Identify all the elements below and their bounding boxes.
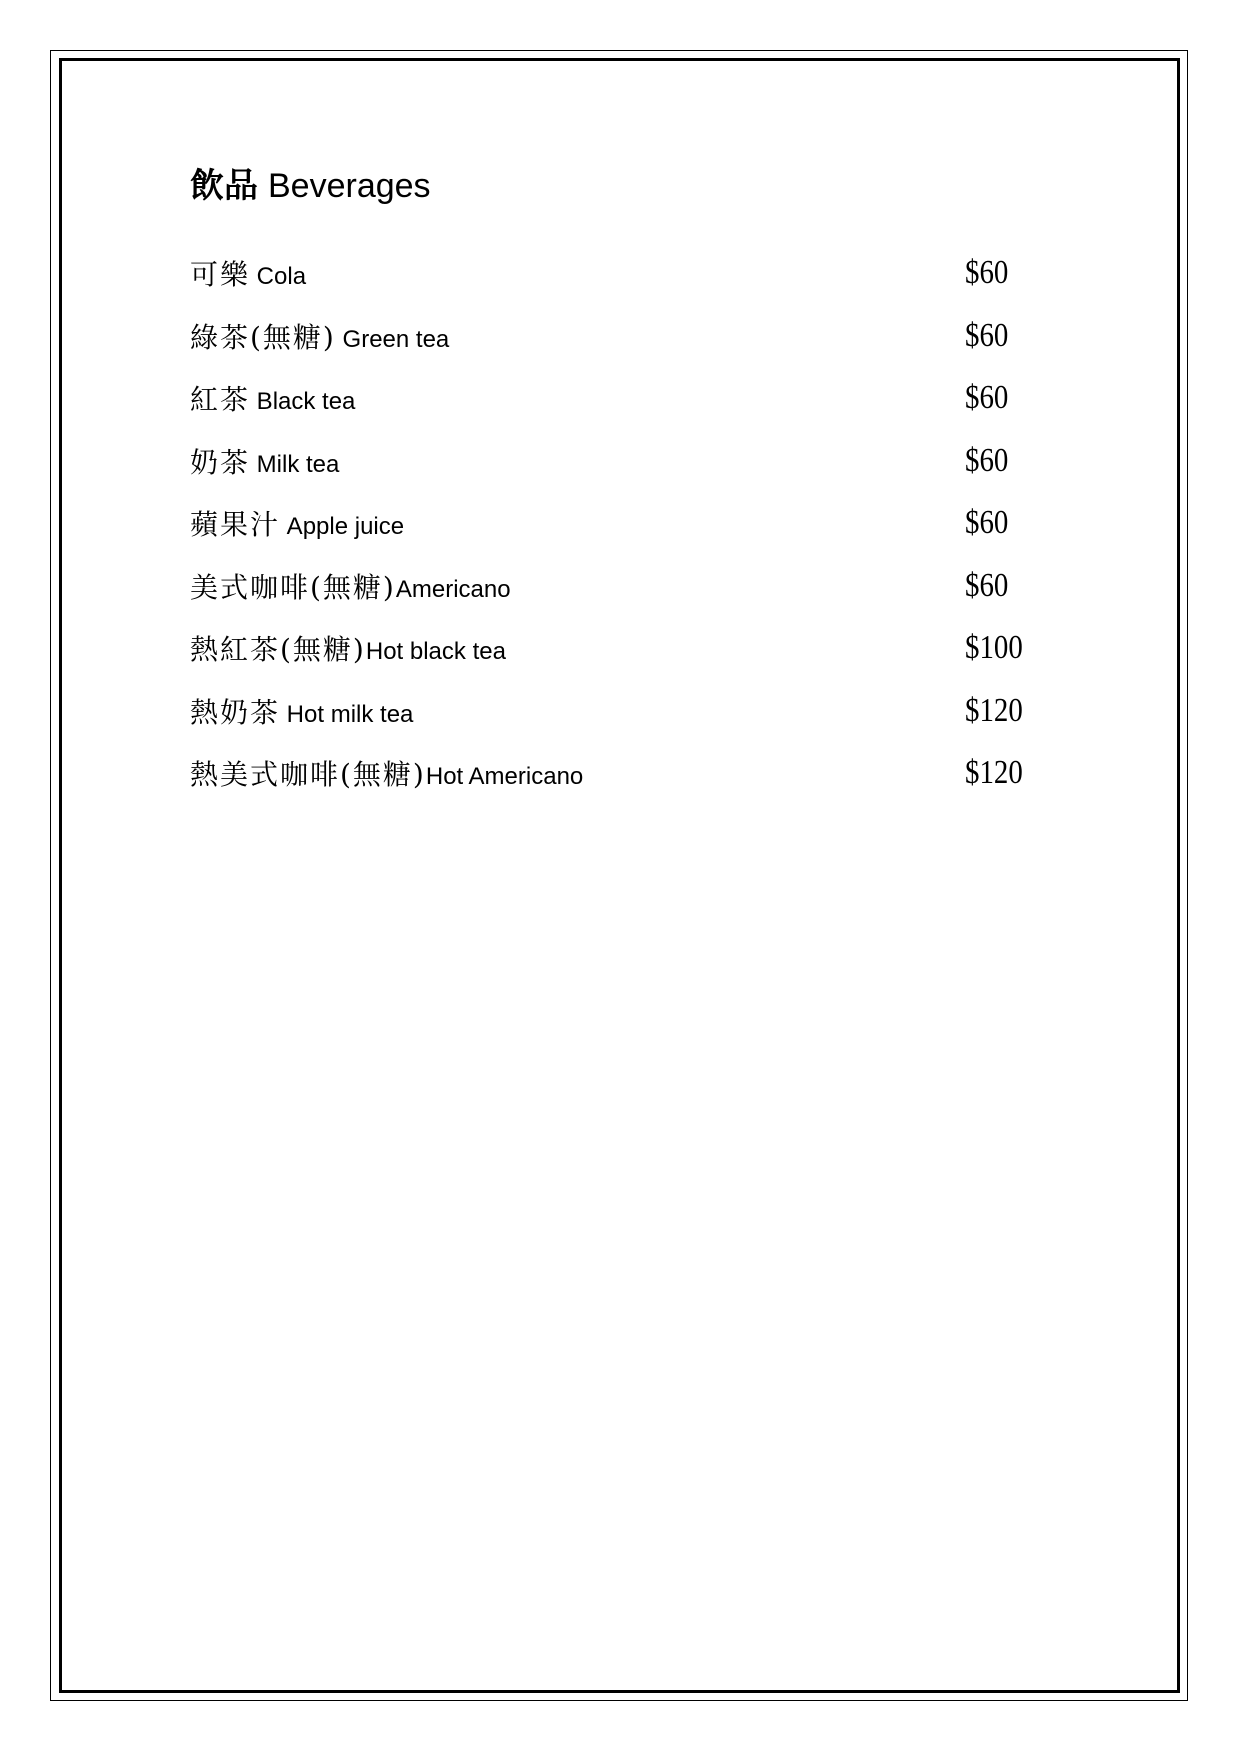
menu-item-name [190,319,449,361]
menu-item-name [190,631,506,673]
menu-item-name-en: Cola [250,263,307,290]
menu-item-price: $60 [965,566,1009,604]
menu-item-name-en: Americano [395,575,511,603]
menu-item [190,691,1050,757]
menu-item-name-en: Green tea [335,325,450,353]
menu-item [190,566,1050,632]
menu-item-name [190,506,404,548]
menu-item-name-en: Hot Americano [425,763,584,790]
menu-item-name [190,756,583,798]
menu-item-name [190,381,355,423]
menu-item-price: $60 [965,441,1009,479]
menu-item-price: $60 [965,379,1009,416]
menu-item-price: $120 [965,691,1023,729]
menu-item [190,756,1050,819]
menu-item-name-zh: 熱紅茶(無糖) [190,633,366,666]
menu-item-price: $60 [965,504,1009,541]
menu-item-name [190,256,306,298]
menu-list [190,256,1050,819]
menu-item-name-en: Milk tea [250,450,340,478]
menu-item-name-en: Hot black tea [365,638,506,665]
menu-item [190,631,1050,694]
page-title-zh: 飲品 [190,166,258,206]
menu-item-name-en: Hot milk tea [280,700,414,728]
page-title [190,166,431,206]
menu-item-name-zh: 紅茶 [190,383,251,416]
menu-item-name-en: Black tea [250,388,356,415]
menu-item-name-zh: 蘋果汁 [190,508,281,541]
menu-item [190,316,1050,382]
menu-item-name [190,569,511,611]
menu-item-name-zh: 熱美式咖啡(無糖) [190,758,426,791]
menu-item-name-zh: 綠茶(無糖) [190,320,336,354]
menu-item-name [190,444,339,486]
menu-item [190,256,1050,319]
menu-item-price: $120 [965,754,1023,791]
menu-item-price: $60 [965,254,1009,291]
menu-item [190,506,1050,569]
menu-item [190,441,1050,507]
menu-item-name [190,694,413,736]
menu-item-name-zh: 熱奶茶 [190,695,281,729]
page-title-en: Beverages [268,167,431,205]
menu-item [190,381,1050,444]
menu-item-price: $100 [965,629,1023,666]
menu-item-price: $60 [965,316,1009,354]
menu-item-name-zh: 可樂 [190,258,251,291]
menu-item-name-en: Apple juice [280,513,405,540]
menu-item-name-zh: 美式咖啡(無糖) [190,570,396,604]
menu-item-name-zh: 奶茶 [190,445,251,479]
